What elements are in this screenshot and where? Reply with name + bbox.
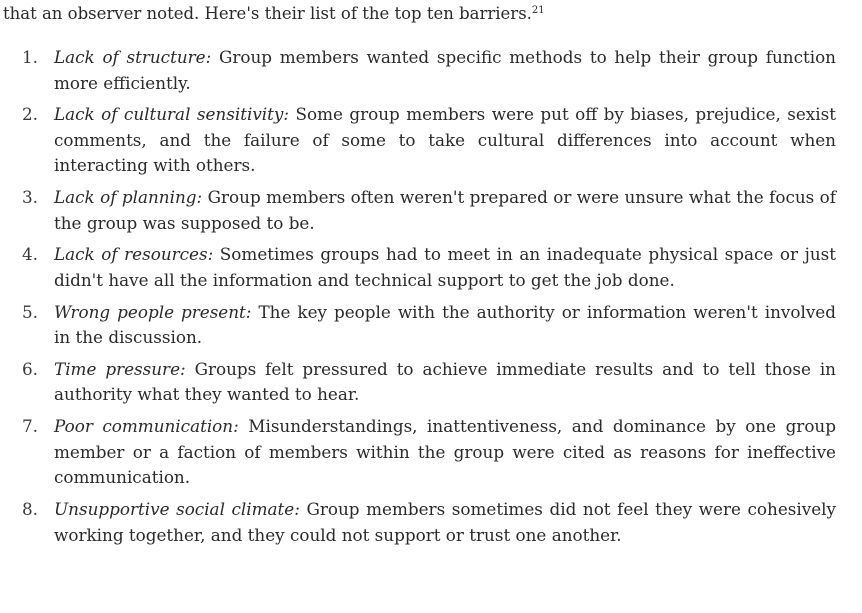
barrier-item-6 — [0, 357, 836, 408]
barrier-item-1 — [0, 45, 836, 96]
barrier-item-4 — [0, 242, 836, 293]
barrier-number: 3. — [22, 187, 39, 208]
barrier-item-7 — [0, 414, 836, 491]
barrier-description: Group members wanted specific methods to help their group function more efficiently. — [54, 47, 836, 93]
barrier-term: Lack of resources: — [54, 244, 214, 265]
barrier-number: 6. — [22, 358, 39, 379]
barrier-number: 4. — [22, 244, 39, 265]
barrier-term: Wrong people present: — [54, 301, 252, 322]
barrier-term: Lack of planning: — [54, 187, 203, 208]
barrier-number: 7. — [22, 416, 39, 437]
barrier-term: Poor communication: — [54, 416, 239, 437]
barrier-term: Unsupportive social climate: — [54, 499, 300, 520]
barrier-description: Group members sometimes did not feel they were cohesively working together, and they could not support or trust one another. — [54, 499, 836, 545]
barrier-item-8 — [0, 497, 836, 548]
barrier-item-5 — [0, 300, 836, 351]
barrier-description: The key people with the authority or information weren't involved in the discussion. — [54, 301, 836, 348]
barrier-number: 5. — [22, 301, 39, 322]
barrier-number: 8. — [22, 499, 39, 520]
barrier-term: Time pressure: — [54, 358, 186, 379]
barrier-description: Groups felt pressured to achieve immediate results and to tell those in authority what they wanted to hear. — [54, 358, 836, 405]
barrier-description: Sometimes groups had to meet in an inadequate physical space or just didn't have all the information and technical support to get the job done. — [54, 244, 836, 290]
footnote-marker: 21 — [531, 5, 545, 16]
barriers-list — [0, 45, 862, 554]
barrier-description: Group members often weren't prepared or were unsure what the focus of the group was supposed to be. — [54, 187, 836, 233]
intro-text: that an observer noted. Here's their list of the top ten barriers. — [3, 4, 532, 23]
barrier-item-2 — [0, 102, 836, 179]
barrier-description: Misunderstandings, inattentiveness, and dominance by one group member or a faction of members within the group were cited as reasons for ineffective communication. — [54, 416, 836, 488]
barrier-description: Some group members were put off by biases, prejudice, sexist comments, and the failure of some to take cultural differences into account when interacting with others. — [54, 104, 836, 176]
barrier-item-3 — [0, 185, 836, 236]
intro-paragraph — [3, 4, 545, 24]
barrier-number: 1. — [22, 47, 39, 67]
barrier-term: Lack of cultural sensitivity: — [54, 104, 290, 125]
barrier-number: 2. — [22, 104, 39, 125]
barrier-term: Lack of structure: — [54, 47, 212, 67]
